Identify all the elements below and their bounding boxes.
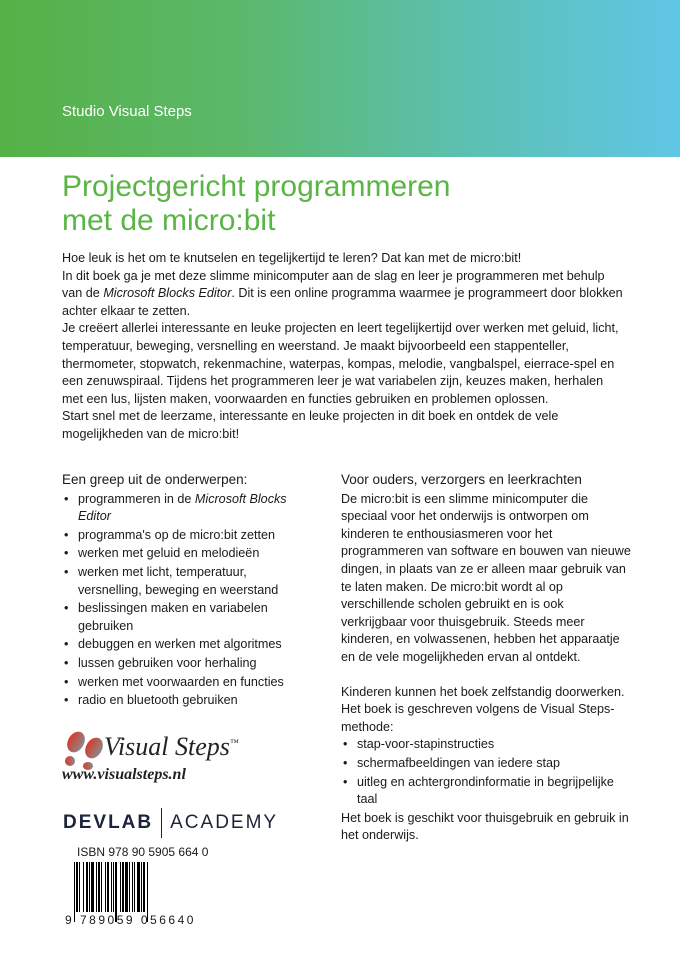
website-url: www.visualsteps.nl: [62, 766, 186, 783]
topics-column: [62, 471, 312, 711]
list-item: • werken met geluid en melodieën: [62, 545, 312, 563]
parents-column: Voor ouders, verzorgers en leerkrachten De micro:bit is een slimme minicomputer die speciaal voor het onderwijs is ontworpen om kinderen te enthousiasmeren voor het programmeren van software en bouwen van nieuwe dingen, in plaats van ze er alleen maar gebruik van te laten maken. De micro:bit wordt al op verschillende scholen gebruikt en is ook verkrijgbaar voor thuisgebruik. Steeds meer kinderen, en volwassenen, hebben het apparaatje en de vele mogelijkheden ervan al ontdekt. Kinderen kunnen het boek zelfstandig doorwerken. Het boek is geschreven volgens de Visual Steps-methode: • stap-voor-stapinstructies • schermafbeeldingen van iedere stap • uitleg en achtergrondinformatie in begrijpelijke taal Het boek is geschikt voor thuisgebruik en gebruik in het onderwijs.: [341, 471, 631, 845]
list-item: • programma's op de micro:bit zetten: [62, 527, 312, 545]
list-item: • beslissingen maken en variabelen gebruiken: [62, 600, 312, 635]
header-banner: [0, 0, 680, 157]
intro-text: Hoe leuk is het om te knutselen en tegelijkertijd te leren? Dat kan met de micro:bit! In dit boek ga je met deze slimme minicomputer aan de slag en leer je programmeren met behulp van de Microsoft Blocks Editor. Dit is een online programma waarmee je programmeert door blokken achter elkaar te zetten. Je creëert allerlei interessante en leuke projecten en leert tegelijkertijd over werken met geluid, licht, temperatuur, beweging, versnelling en weerstand. Je maakt bijvoorbeeld een stappenteller, thermometer, stopwatch, rekenmachine, waterpas, kompas, melodie, vangbalspel, eierrace-spel en een zenuwspiraal. Tijdens het programmeren leer je wat variabelen zijn, keuzes maken, herhalen met een lus, lijsten maken, voorwaarden en functies gebruiken en problemen oplossen. Start snel met de leerzame, interessante en leuke projecten in dit boek en ontdek de vele mogelijkheden van de micro:bit!: [62, 251, 623, 441]
topics-list: [62, 491, 312, 710]
method-list: [341, 736, 631, 808]
list-item: • lussen gebruiken voor herhaling: [62, 655, 312, 673]
publisher-name: Studio Visual Steps: [62, 103, 192, 120]
parents-heading: Voor ouders, verzorgers en leerkrachten: [341, 472, 582, 487]
barcode-number: 9 789059 056640: [65, 913, 196, 927]
visual-steps-logo: Visual Steps™ www.visualsteps.nl: [62, 730, 242, 792]
devlab-academy-logo: DEVLAB ACADEMY: [63, 810, 278, 836]
isbn: ISBN 978 90 5905 664 0: [77, 845, 209, 859]
book-title: Projectgericht programmeren met de micro:bit: [62, 170, 451, 237]
list-item: • programmeren in de Microsoft Blocks Editor: [62, 491, 312, 526]
footprints-icon: [62, 730, 108, 770]
list-item: • werken met voorwaarden en functies: [62, 674, 312, 692]
list-item: • schermafbeeldingen van iedere stap: [341, 755, 631, 773]
list-item: • werken met licht, temperatuur, versnelling, beweging en weerstand: [62, 564, 312, 599]
list-item: • stap-voor-stapinstructies: [341, 736, 631, 754]
list-item: • radio en bluetooth gebruiken: [62, 692, 312, 710]
list-item: • debuggen en werken met algoritmes: [62, 636, 312, 654]
list-item: • uitleg en achtergrondinformatie in begrijpelijke taal: [341, 774, 631, 809]
barcode: [74, 862, 184, 920]
topics-heading: Een greep uit de onderwerpen:: [62, 472, 248, 487]
